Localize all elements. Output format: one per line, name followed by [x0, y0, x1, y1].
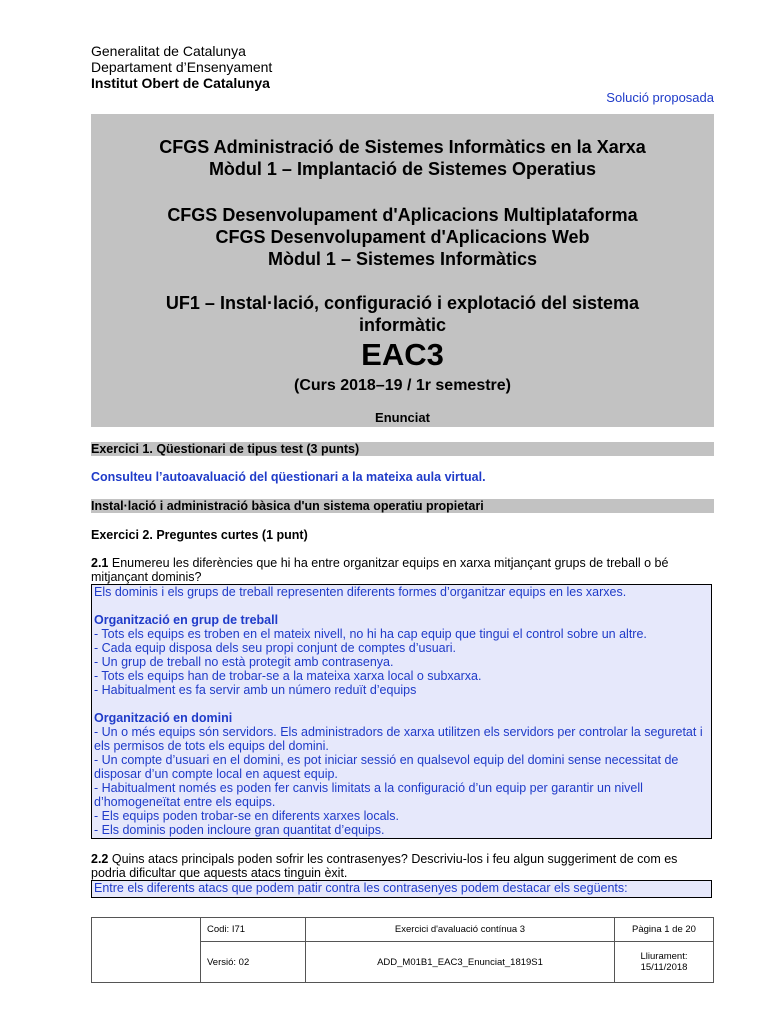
list-item: - Habitualment només es poden fer canvis limitats a la configuració d’un equip per garantir un nivell d’homogeneïtat entre els equips. — [94, 781, 643, 809]
footer-fitxer: ADD_M01B1_EAC3_Enunciat_1819S1 — [306, 942, 615, 983]
question-2-1 — [91, 556, 714, 584]
answer-2-1-box — [91, 584, 712, 839]
question-2-2-text: Quins atacs principals poden sofrir les contrasenyes? Descriviu-los i feu algun suggeriment de com es podria dificultar que aquests atacs tinguin èxit. — [91, 852, 678, 880]
title-line-7: informàtic — [358, 315, 446, 335]
eac-title: EAC3 — [361, 337, 444, 372]
enunciat-label: Enunciat — [375, 410, 430, 425]
footer-lliurament-date: 15/11/2018 — [640, 962, 688, 974]
list-item: - Els dominis poden incloure gran quantitat d’equips. — [94, 823, 385, 837]
list-item: - Un grup de treball no està protegit amb contrasenya. — [94, 655, 394, 669]
list-item: - Un o més equips són servidors. Els administradors de xarxa utilitzen els servidors per controlar la seguretat i els permisos de tots els equips del domini. — [94, 725, 703, 753]
document-footer-table — [91, 917, 714, 983]
document-header — [91, 43, 272, 91]
title-box — [91, 114, 714, 427]
question-2-2-number: 2.2 — [91, 852, 109, 866]
question-2-2 — [91, 852, 714, 880]
footer-lliurament — [615, 942, 714, 983]
answer-2-2-text: Entre els diferents atacs que podem patir contra les contrasenyes podem destacar els següents: — [94, 881, 628, 895]
list-item: - Cada equip disposa dels seu propi conjunt de comptes d’usuari. — [94, 641, 457, 655]
footer-pagina: Pàgina 1 de 20 — [615, 918, 714, 942]
footer-lliurament-label: Lliurament: — [640, 951, 688, 963]
list-item: - Els equips poden trobar-se en diferents xarxes locals. — [94, 809, 400, 823]
title-line-4: CFGS Desenvolupament d'Aplicacions Web — [215, 227, 590, 247]
title-line-1: CFGS Administració de Sistemes Informàtics en la Xarxa — [159, 137, 646, 157]
exercici-1-note: Consulteu l’autoavaluació del qüestionari a la mateixa aula virtual. — [91, 470, 486, 484]
title-line-3: CFGS Desenvolupament d'Aplicacions Multiplataforma — [167, 205, 638, 225]
header-institut: Institut Obert de Catalunya — [91, 75, 270, 91]
answer-heading-grup-treball: Organització en grup de treball — [94, 613, 279, 627]
title-line-2: Mòdul 1 – Implantació de Sistemes Operatius — [208, 159, 597, 179]
answer-intro: Els dominis i els grups de treball representen diferents formes d’organitzar equips en les xarxes. — [94, 585, 627, 599]
footer-codi: Codi: I71 — [201, 918, 306, 942]
footer-logo-cell — [92, 918, 201, 983]
question-2-1-number: 2.1 — [91, 556, 109, 570]
list-item: - Habitualment es fa servir amb un número reduït d’equips — [94, 683, 417, 697]
footer-versio: Versió: 02 — [201, 942, 306, 983]
answer-2-2-box — [91, 880, 712, 898]
solucio-proposada-label: Solució proposada — [606, 90, 714, 105]
header-generalitat: Generalitat de Catalunya — [91, 43, 246, 59]
exercici-1-bar: Exercici 1. Qüestionari de tipus test (3 punts) — [91, 442, 714, 456]
title-line-6: UF1 – Instal·lació, configuració i explotació del sistema — [165, 293, 640, 313]
curs-label: (Curs 2018–19 / 1r semestre) — [293, 377, 512, 394]
question-2-1-text: Enumereu les diferències que hi ha entre organitzar equips en xarxa mitjançant grups de treball o bé mitjançant dominis? — [91, 556, 669, 584]
answer-heading-domini: Organització en domini — [94, 711, 233, 725]
exercici-2-title: Exercici 2. Preguntes curtes (1 punt) — [91, 528, 308, 542]
list-item: - Tots els equips es troben en el mateix nivell, no hi ha cap equip que tingui el control sobre un altre. — [94, 627, 647, 641]
list-item: - Tots els equips han de trobar-se a la mateixa xarxa local o subxarxa. — [94, 669, 482, 683]
header-departament: Departament d’Ensenyament — [91, 59, 273, 75]
section-bar: Instal·lació i administració bàsica d'un sistema operatiu propietari — [91, 499, 714, 513]
title-line-5: Mòdul 1 – Sistemes Informàtics — [267, 249, 538, 269]
footer-exercici: Exercici d'avaluació contínua 3 — [306, 918, 615, 942]
list-item: - Un compte d’usuari en el domini, es pot iniciar sessió en qualsevol equip del domini sense necessitat de disposar d’un compte local en aquest equip. — [94, 753, 679, 781]
